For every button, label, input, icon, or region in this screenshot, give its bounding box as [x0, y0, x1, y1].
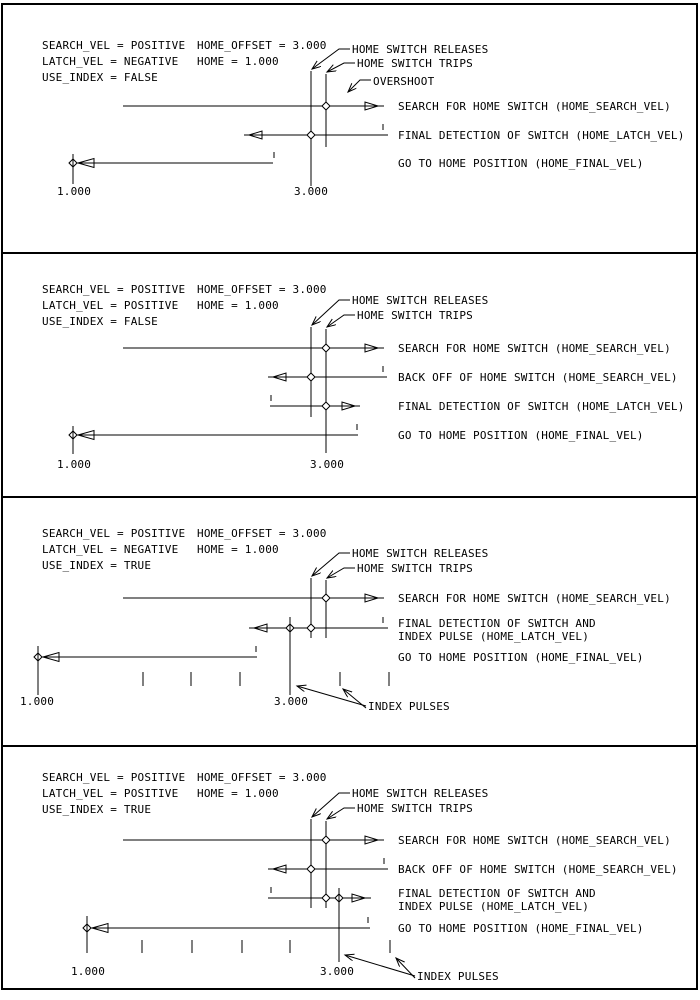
step-label-final: FINAL DETECTION OF SWITCH (HOME_LATCH_VEL)	[398, 129, 685, 142]
step-label-gohome: GO TO HOME POSITION (HOME_FINAL_VEL)	[398, 651, 644, 664]
trips-leader-line	[327, 568, 355, 578]
step-label-final-line1: FINAL DETECTION OF SWITCH AND	[398, 887, 596, 900]
trip-point-marker	[322, 594, 330, 602]
releases-leader-line	[312, 553, 350, 576]
callout-home-switch-trips: HOME SWITCH TRIPS	[357, 562, 473, 575]
trip-point-marker	[322, 836, 330, 844]
param-home: HOME = 1.000	[197, 787, 279, 800]
param-latch-vel: LATCH_VEL = POSITIVE	[42, 299, 179, 312]
param-use-index: USE_INDEX = FALSE	[42, 71, 158, 84]
release-point-marker	[307, 373, 315, 381]
position-label-home: 1.000	[19, 695, 55, 708]
position-label-home: 1.000	[56, 458, 92, 471]
trip-point-marker	[322, 894, 330, 902]
position-label-offset: 3.000	[319, 965, 355, 978]
param-home-offset: HOME_OFFSET = 3.000	[197, 771, 327, 784]
panel-2	[2, 253, 697, 497]
param-home: HOME = 1.000	[197, 299, 279, 312]
callout-home-switch-trips: HOME SWITCH TRIPS	[357, 309, 473, 322]
callout-home-switch-trips: HOME SWITCH TRIPS	[357, 57, 473, 70]
param-latch-vel: LATCH_VEL = POSITIVE	[42, 787, 179, 800]
callout-home-switch-releases: HOME SWITCH RELEASES	[352, 43, 489, 56]
step-label-final-line2: INDEX PULSE (HOME_LATCH_VEL)	[398, 630, 590, 643]
param-search-vel: SEARCH_VEL = POSITIVE	[42, 527, 186, 540]
release-point-marker	[307, 865, 315, 873]
step-label-gohome: GO TO HOME POSITION (HOME_FINAL_VEL)	[398, 429, 644, 442]
index-pulse-ticks	[143, 672, 389, 686]
step-label-final-line2: INDEX PULSE (HOME_LATCH_VEL)	[398, 900, 590, 913]
callout-overshoot: OVERSHOOT	[373, 75, 435, 88]
panel-3	[2, 497, 697, 746]
callout-home-switch-releases: HOME SWITCH RELEASES	[352, 294, 489, 307]
releases-leader-line	[312, 793, 350, 817]
trips-leader-line	[327, 63, 355, 72]
release-point-marker	[307, 131, 315, 139]
param-home-offset: HOME_OFFSET = 3.000	[197, 283, 327, 296]
callout-home-switch-releases: HOME SWITCH RELEASES	[352, 547, 489, 560]
position-label-offset: 3.000	[293, 185, 329, 198]
index-pulse-ticks	[142, 940, 390, 953]
position-label-offset: 3.000	[273, 695, 309, 708]
step-label-backoff: BACK OFF OF HOME SWITCH (HOME_SEARCH_VEL)	[398, 863, 678, 876]
param-home: HOME = 1.000	[197, 55, 279, 68]
index-pulses-label: INDEX PULSES	[368, 700, 450, 713]
index-pulses-leader-line	[345, 955, 415, 976]
param-latch-vel: LATCH_VEL = NEGATIVE	[42, 55, 179, 68]
param-home-offset: HOME_OFFSET = 3.000	[197, 39, 327, 52]
param-home-offset: HOME_OFFSET = 3.000	[197, 527, 327, 540]
release-point-marker	[307, 624, 315, 632]
index-pulses-leader-line	[343, 689, 366, 708]
callout-home-switch-trips: HOME SWITCH TRIPS	[357, 802, 473, 815]
trip-point-marker	[322, 402, 330, 410]
param-search-vel: SEARCH_VEL = POSITIVE	[42, 283, 186, 296]
step-label-backoff: BACK OFF OF HOME SWITCH (HOME_SEARCH_VEL)	[398, 371, 678, 384]
callout-home-switch-releases: HOME SWITCH RELEASES	[352, 787, 489, 800]
param-search-vel: SEARCH_VEL = POSITIVE	[42, 771, 186, 784]
panel-1	[2, 4, 697, 253]
step-label-gohome: GO TO HOME POSITION (HOME_FINAL_VEL)	[398, 157, 644, 170]
trips-leader-line	[327, 315, 355, 327]
step-label-final-line1: FINAL DETECTION OF SWITCH AND	[398, 617, 596, 630]
param-use-index: USE_INDEX = TRUE	[42, 803, 152, 816]
param-home: HOME = 1.000	[197, 543, 279, 556]
step-label-search: SEARCH FOR HOME SWITCH (HOME_SEARCH_VEL)	[398, 100, 671, 113]
releases-leader-line	[312, 300, 350, 325]
index-pulses-leader-line	[396, 958, 415, 978]
step-label-gohome: GO TO HOME POSITION (HOME_FINAL_VEL)	[398, 922, 644, 935]
step-label-final: FINAL DETECTION OF SWITCH (HOME_LATCH_VEL)	[398, 400, 685, 413]
index-pulses-label: INDEX PULSES	[417, 970, 499, 983]
trips-leader-line	[327, 808, 355, 819]
step-label-search: SEARCH FOR HOME SWITCH (HOME_SEARCH_VEL)	[398, 342, 671, 355]
param-latch-vel: LATCH_VEL = NEGATIVE	[42, 543, 179, 556]
overshoot-leader-line	[348, 80, 371, 92]
step-label-search: SEARCH FOR HOME SWITCH (HOME_SEARCH_VEL)	[398, 834, 671, 847]
param-use-index: USE_INDEX = FALSE	[42, 315, 158, 328]
position-label-offset: 3.000	[309, 458, 345, 471]
param-search-vel: SEARCH_VEL = POSITIVE	[42, 39, 186, 52]
param-use-index: USE_INDEX = TRUE	[42, 559, 152, 572]
position-label-home: 1.000	[56, 185, 92, 198]
step-label-search: SEARCH FOR HOME SWITCH (HOME_SEARCH_VEL)	[398, 592, 671, 605]
releases-leader-line	[312, 49, 350, 69]
trip-point-marker	[322, 344, 330, 352]
panel-4	[2, 746, 697, 989]
trip-point-marker	[322, 102, 330, 110]
position-label-home: 1.000	[70, 965, 106, 978]
